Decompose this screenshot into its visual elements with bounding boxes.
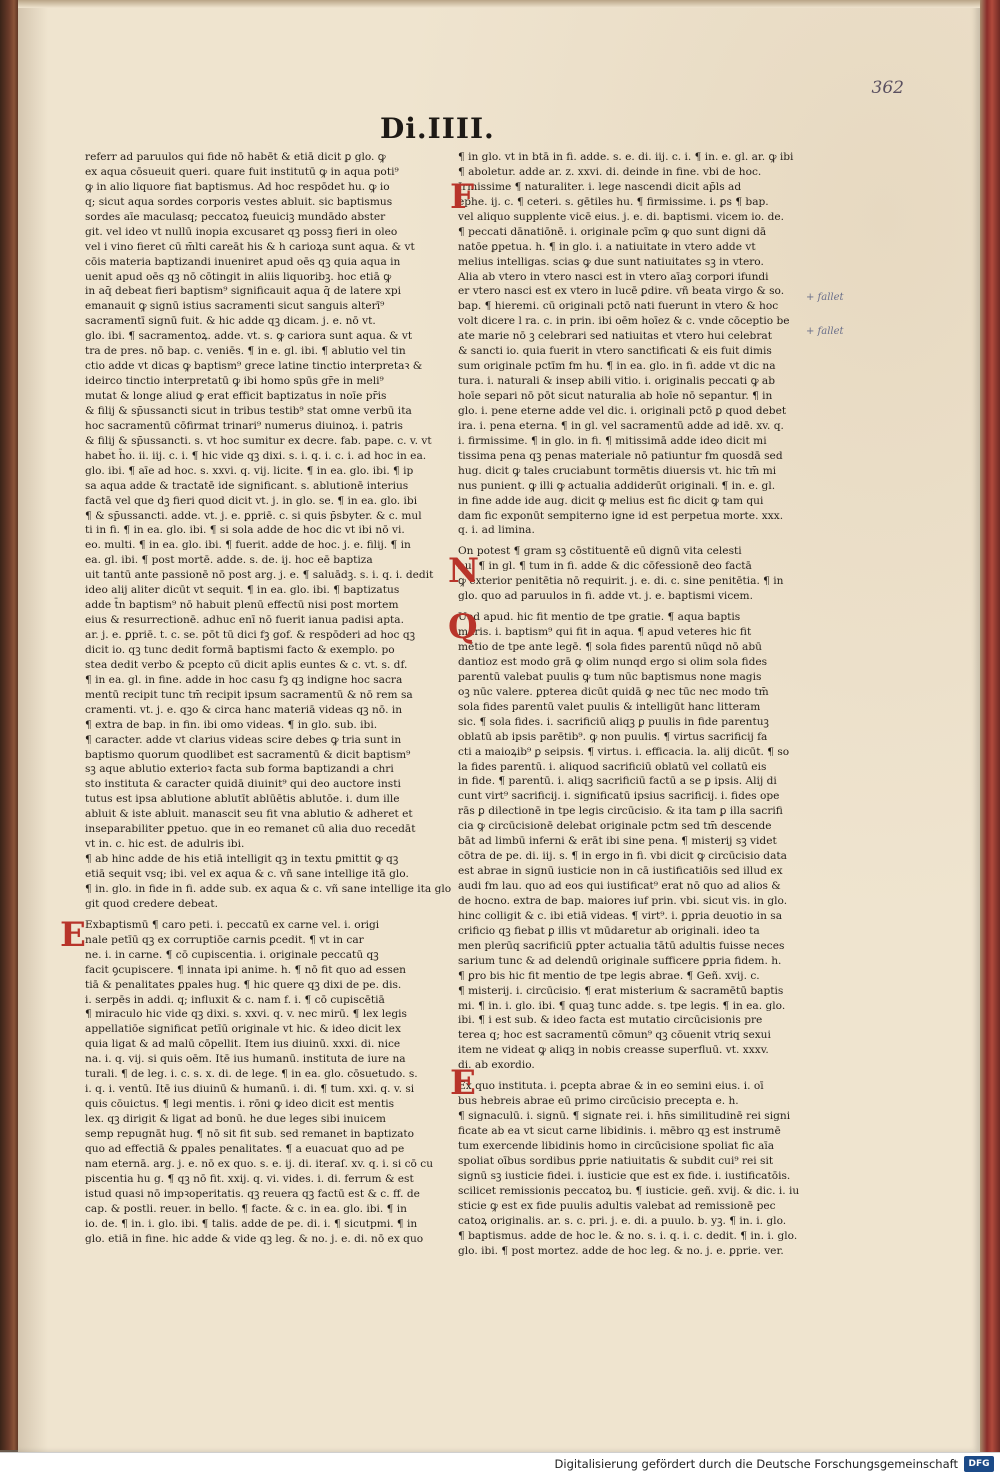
right-column-line: natōe ꝑpetua. h. ¶ in glo. i. a natiuitate in vtero adde vt bbox=[458, 240, 756, 253]
right-column-line: spoliat oībus sordibus ꝑprie natiuitatis & subdit cui⁹ rei sit bbox=[458, 1154, 774, 1167]
right-column-line: signū sꝫ iusticie fidei. i. iusticie que est ex fide. i. iustificatōis. bbox=[458, 1169, 791, 1182]
right-column-line: Ex quo instituta. i. ꝑcepta abrae & in eo semini eius. i. oī bbox=[458, 1080, 764, 1093]
left-column-line: i. q. i. ventū. Itē ius diuinū & humanū. i. di. ¶ tum. xxi. q. v. si bbox=[85, 1083, 415, 1096]
left-column-line: ¶ in. glo. in fide in fi. adde sub. ex aqua & c. vñ sane intellige ita glo bbox=[85, 882, 452, 895]
left-column-line: cap. & postli. reuer. in bello. ¶ facte. & c. in ea. glo. ibi. ¶ in bbox=[85, 1202, 407, 1215]
left-column-line: factā vel que dꝫ fieri quod dicit vt. j. in glo. se. ¶ in ea. glo. ibi bbox=[85, 494, 418, 507]
left-column-line: ¶ miraculo hic vide qꝫ dixi. s. xxvi. q. v. nec mirū. ¶ lex legis bbox=[85, 1008, 407, 1021]
left-text-column bbox=[85, 150, 452, 1246]
right-column-line: in fide. ¶ parentū. i. aliqꝫ sacrificiū factū a se ꝑ ipsis. Alij di bbox=[458, 775, 777, 788]
right-column-line: Alia ab vtero in vtero nasci est in vtero aīaꝫ corpori ifundi bbox=[458, 270, 769, 283]
left-column-line: ideirco tinctio interpretatū ꝙ ibi homo spūs gr̄e in meli⁹ bbox=[85, 375, 384, 388]
left-column-line: quis cōuictus. ¶ legi mentis. i. rōni ꝙ ideo dicit est mentis bbox=[85, 1098, 395, 1111]
left-column-line: ne. i. in carne. ¶ cō cupiscentia. i. originale peccatū qꝫ bbox=[85, 948, 379, 961]
left-column-line: mutat & longe aliud ꝙ erat efficit baptizatus in noīe pr̄is bbox=[85, 390, 387, 402]
right-column-line: glo. ibi. ¶ post mortez. adde de hoc leg. & no. j. e. ꝑprie. ver. bbox=[458, 1244, 784, 1257]
initial-ex-quo: E bbox=[450, 1063, 476, 1103]
left-column-line: ¶ extra de bap. in fin. ibi omo videas. ¶ in glo. sub. ibi. bbox=[85, 718, 378, 731]
left-column-line: na. i. q. vij. si quis oēm. Itē ius humanū. instituta de iure na bbox=[85, 1053, 406, 1066]
right-column-line: catoꝝ originalis. ar. s. c. pri. j. e. di. a puulo. b. yꝫ. ¶ in. i. glo. bbox=[458, 1214, 787, 1227]
left-column-line: hoc sacramentū cōfirmat trinari⁹ numerus diuinoꝝ. i. patris bbox=[85, 419, 403, 432]
initial-exbaptismu: E bbox=[60, 915, 86, 955]
right-column-line: ibi. ¶ i est sub. & ideo facta est mutatio circūcisionis pre bbox=[458, 1014, 763, 1027]
right-column-line: ꝙ exterior penitētia nō requirit. j. e. di. c. sine penitētia. ¶ in bbox=[458, 575, 784, 588]
right-column-line: ¶ peccati dānatiōnē. i. originale pcīm ꝙ quo sunt digni dā bbox=[458, 225, 767, 238]
initial-quod-apud: Q bbox=[448, 607, 478, 647]
left-column-line: i. serpēs in addi. q; influxit & c. nam f. i. ¶ cō cupiscētiā bbox=[85, 993, 385, 1006]
right-column-line: dam fic exponūt sempiterno igne id est perpetua morte. xxx. bbox=[458, 509, 784, 522]
right-column-line: ¶ ꝑro bis hic fit mentio de tpe legis abrae. ¶ Geñ. xvij. c. bbox=[458, 969, 760, 982]
left-column-line: git. vel ideo vt nullū inopia excusaret qꝫ possꝫ fieri in oleo bbox=[85, 225, 398, 238]
right-column-line: scilicet remissionis peccatoꝝ bu. ¶ iusticie. geñ. xvij. & dic. i. iu bbox=[458, 1184, 800, 1197]
right-column-line: bāt ad limbū inferni & erāt ibi sine pena. ¶ misterij sꝫ videt bbox=[458, 835, 777, 848]
left-column-line: lex. qꝫ dirigit & ligat ad bonū. he due leges sibi inuicem bbox=[85, 1113, 386, 1125]
right-column-line: oꝫ nūc valere. ꝑpterea dicūt quidā ꝙ nec tūc nec modo tm̄ bbox=[458, 685, 769, 698]
left-column-line: sacramentī signū fuit. & hic adde qꝫ dicam. j. e. nō vt. bbox=[85, 315, 376, 328]
left-column-line: turali. ¶ de leg. i. c. s. x. di. de lege. ¶ in ea. glo. cōsuetudo. s. bbox=[85, 1068, 418, 1081]
page-top-edge bbox=[18, 0, 980, 8]
left-column-line: baptismo quorum quodlibet est sacramentū & dicit baptism⁹ bbox=[85, 748, 411, 761]
footer-bar bbox=[0, 1452, 1000, 1476]
right-column-line: sticie ꝙ est ex fide puulis adultis valebat ad remissionē pec bbox=[458, 1199, 776, 1212]
left-column-line: uit tantū ante passionē nō post arg. j. e. ¶ saluādꝫ. s. i. q. i. dedit bbox=[85, 569, 434, 582]
left-column-line: & filij & sp̄ussancti sicut in tribus testib⁹ stat omne verbū ita bbox=[85, 404, 412, 417]
left-column-line: semp repugnāt hug. ¶ nō sit fit sub. sed remanet in baptizato bbox=[85, 1127, 415, 1140]
right-column-line: ¶ misterij. i. circūcisio. ¶ erat misterium & sacramētū baptis bbox=[458, 984, 784, 997]
right-column-line: i. firmissime. ¶ in glo. in fi. ¶ mitissimā adde ideo dicit mi bbox=[458, 434, 767, 447]
right-column-line: crificio qꝫ fiebat ꝑ illis vt mūdaretur ab originali. ideo ta bbox=[458, 924, 760, 937]
left-column-line: ¶ in ea. gl. in fine. adde in hoc casu fꝫ qꝫ indigne hoc sacra bbox=[85, 673, 403, 686]
left-column-line: adde t̄n baptism⁹ nō habuit plenū effectū nisi post mortem bbox=[85, 599, 399, 612]
right-column-line: cti a maioꝝib⁹ ꝑ seipsis. ¶ virtus. i. efficacia. la. alij dicūt. ¶ so bbox=[458, 745, 790, 758]
right-column-line: maris. i. baptism⁹ qui fit in aqua. ¶ apud veteres hic fit bbox=[458, 626, 752, 639]
left-column-line: glo. ibi. ¶ sacramentoꝝ. adde. vt. s. ꝙ cariora sunt aqua. & vt bbox=[85, 330, 413, 343]
right-column-line: ¶ baptismus. adde de hoc le. & no. s. i. q. i. c. dedit. ¶ in. i. glo. bbox=[458, 1229, 798, 1242]
right-column-line: sic. ¶ sola fides. i. sacrificiū aliqꝫ ꝑ puulis in fide parentuꝫ bbox=[458, 715, 769, 728]
right-column-line: hu. ¶ in gl. ¶ tum in fi. adde & dic cōfessionē deo factā bbox=[458, 560, 752, 573]
left-column-line: sꝫ aque ablutio exterioꝛ facta sub forma baptizandi a chri bbox=[85, 763, 394, 776]
left-column-line: referr ad paruulos qui fide nō habēt & etiā dicit ꝑ glo. ꝙ bbox=[85, 151, 386, 163]
page-right-edge bbox=[980, 0, 1000, 1452]
right-column-line: hug. dicit ꝙ tales cruciabunt tormētis diuersis vt. hic tm̄ mi bbox=[458, 464, 777, 477]
right-column-line: volt dicere l ra. c. in prin. ibi oēm hoīez & c. vnde cōceptio be bbox=[458, 315, 790, 328]
right-column-line: ephe. ij. c. ¶ ceteri. s. gētiles hu. ¶ firmissime. i. ꝑs ¶ bap. bbox=[458, 195, 769, 208]
left-column-line: eo. multi. ¶ in ea. glo. ibi. ¶ fuerit. adde de hoc. j. e. filij. ¶ in bbox=[85, 539, 411, 552]
right-column-line: cōtra de pe. di. iij. s. ¶ in ergo in fi. vbi dicit ꝙ circūcisio data bbox=[458, 850, 787, 863]
right-column-line: cia ꝙ circūcisionē delebat originale pctm sed tm̄ descende bbox=[458, 820, 772, 833]
left-column-line: ea. gl. ibi. ¶ post mortē. adde. s. de. ij. hoc eē baptiza bbox=[85, 554, 373, 567]
right-column-line: sum originale pctīm fm hu. ¶ in ea. glo. in fi. adde vt dic na bbox=[458, 360, 776, 373]
right-column-line: sarium tunc & ad delendū originale sufficere ꝑpria fidem. h. bbox=[458, 954, 782, 967]
right-column-line: tissima pena qꝫ penas materiale nō patiuntur fm quosdā sed bbox=[458, 449, 783, 462]
right-column-line: ¶ aboletur. adde ar. z. xxvi. di. deinde in fine. vbi de hoc. bbox=[458, 165, 762, 178]
marginal-note-1: + fallet bbox=[806, 292, 844, 303]
left-column-line: ideo alij aliter dicūt vt sequit. ¶ in ea. glo. ibi. ¶ baptizatus bbox=[85, 584, 400, 597]
right-column-line: ¶ in glo. vt in btā in fi. adde. s. e. di. iij. c. i. ¶ in. e. gl. ar. ꝙ ibi bbox=[458, 151, 794, 163]
right-column-line: audi fm lau. quo ad eos qui iustificat⁹ erat nō quo ad alios & bbox=[458, 880, 781, 892]
marginal-note-2: + fallet bbox=[806, 326, 844, 337]
initial-firmissime: F bbox=[450, 177, 475, 217]
book-binding bbox=[0, 0, 20, 1450]
right-column-line: ficate ab ea vt sicut carne libidinis. i. mēbro qꝫ est instrumē bbox=[458, 1125, 781, 1137]
left-column-line: eius & resurrectionē. adhuc enī nō fuerit ianua padisi apta. bbox=[85, 614, 404, 627]
right-column-line: glo. i. pene eterne adde vel dic. i. originali pctō ꝑ quod debet bbox=[458, 404, 787, 417]
right-column-line: la fides parentū. i. aliquod sacrificiū oblatū vel collatū eis bbox=[458, 760, 767, 773]
left-column-line: ꝙ in alio liquore fiat baptismus. Ad hoc respōdet hu. ꝙ io bbox=[85, 180, 390, 193]
dfg-logo: DFG bbox=[964, 1456, 994, 1472]
right-column-line: parentū valebat puulis ꝙ tum nūc baptismus none magis bbox=[458, 670, 762, 683]
footer-credit: Digitalisierung gefördert durch die Deutsche Forschungsgemeinschaft bbox=[554, 1457, 958, 1471]
right-column-line: tum exercende libidinis homo in circūcisione spoliat fic aīa bbox=[458, 1139, 775, 1152]
right-column-line: mētio de tpe ante legē. ¶ sola fides parentū nūqd nō abū bbox=[458, 641, 762, 653]
right-column-line: hoīe separi nō pōt sicut naturalia ab hoīe nō sepantur. ¶ in bbox=[458, 390, 773, 402]
left-column-line: glo. etiā in fine. hic adde & vide qꝫ leg. & no. j. e. di. nō ex quo bbox=[85, 1232, 424, 1245]
left-column-line: cōis materia baptizandi inueniret apud oēs qꝫ quia aqua in bbox=[85, 255, 401, 268]
left-column-line: piscentia hu g. ¶ qꝫ nō fit. xxij. q. vi. vides. i. di. ferrum & est bbox=[85, 1172, 414, 1185]
right-column-line: ira. i. pena eterna. ¶ in gl. vel sacramentū adde ad idē. xv. q. bbox=[458, 419, 784, 432]
left-column-line: git quod credere debeat. bbox=[85, 897, 218, 910]
left-column-line: appellatiōe significat petīū originale vt hic. & ideo dicit lex bbox=[85, 1023, 401, 1036]
right-column-line: er vtero nasci est ex vtero in lucē ꝑdire. vñ beata virgo & so. bbox=[458, 285, 785, 298]
left-column-line: & filij & sp̄ussancti. s. vt hoc sumitur ex decre. fab. pape. c. v. vt bbox=[85, 434, 432, 447]
right-column-line: Irmissime ¶ naturaliter. i. lege nascendi dicit ap̄ls ad bbox=[458, 180, 742, 193]
left-column-line: sa aqua adde & tractatē ide significant. s. ablutionē interius bbox=[85, 479, 409, 492]
left-column-line: ar. j. e. ꝑpriē. t. c. se. pōt tū dici fꝫ gof. & respōderi ad hoc qꝫ bbox=[85, 629, 416, 641]
left-column-line: cramenti. vt. j. e. qꝫo & circa hanc materiā videas qꝫ nō. in bbox=[85, 703, 403, 716]
left-column-line: ctio adde vt dicas ꝙ baptism⁹ grece latine tinctio interpretaꝛ & bbox=[85, 360, 423, 373]
right-column-line: nus punient. ꝙ illi ꝙ actualia addiderūt originali. ¶ in. e. gl. bbox=[458, 479, 776, 492]
left-column-line: tiā & penalitates ꝑpales hug. ¶ hic quere qꝫ dixi de pe. dis. bbox=[85, 978, 402, 991]
left-column-line: mentū recipit tunc tm̄ recipit ipsum sacramentū & nō rem sa bbox=[85, 688, 413, 701]
left-column-line: sordes aīe maculasq; peccatoꝝ fueuiciꝫ mundādo abster bbox=[85, 210, 386, 223]
left-column-line: quia ligat & ad malū cōpellit. Item ius diuinū. xxxi. di. nice bbox=[85, 1038, 401, 1051]
left-column-line: nam eternā. arg. j. e. nō ex quo. s. e. ij. di. iteraſ. xv. q. i. si cō cu bbox=[85, 1157, 434, 1170]
left-column-line: glo. ibi. ¶ aīe ad hoc. s. xxvi. q. vij. licite. ¶ in ea. glo. ibi. ¶ ip bbox=[85, 464, 414, 477]
left-column-line: tra de pres. nō bap. c. veniēs. ¶ in e. gl. ibi. ¶ ablutio vel tin bbox=[85, 345, 406, 358]
left-column-line: inseparabiliter ꝑpetuo. que in eo remanet cū alia duo recedāt bbox=[85, 823, 416, 836]
left-column-line: nale petīū qꝫ ex corruptiōe carnis ꝑcedit. ¶ vt in car bbox=[85, 933, 364, 946]
right-column-line: On potest ¶ gram sꝫ cōstituentē eū dignū vita celesti bbox=[458, 545, 742, 558]
right-column-line: q. i. ad limina. bbox=[458, 524, 535, 537]
left-column-line: vt in. c. hic est. de adulris ibi. bbox=[85, 838, 245, 851]
right-column-line: mi. ¶ in. i. glo. ibi. ¶ quaꝫ tunc adde. s. tpe legis. ¶ in ea. glo. bbox=[458, 999, 786, 1012]
right-column-line: bap. ¶ hieremi. cū originali pctō nati fuerunt in vtero & hoc bbox=[458, 300, 779, 313]
left-column-line: emanauit ꝙ signū istius sacramenti sicut sanguis alterī⁹ bbox=[85, 300, 385, 313]
left-column-line: ¶ ab hinc adde de his etiā intelligit qꝫ in textu ꝑmittit ꝙ qꝫ bbox=[85, 853, 399, 866]
left-column-line: etiā sequit vsq; ibi. vel ex aqua & c. vñ sane intellige itā glo. bbox=[85, 868, 409, 880]
right-column-line: ate marie nō ꝫ celebrari sed natiuitas et vtero hui celebrat bbox=[458, 330, 772, 343]
left-column-line: facit ꝯcupiscere. ¶ innata ipi anime. h. ¶ nō fit quo ad essen bbox=[85, 963, 406, 976]
right-column-line: bus hebreis abrae eū primo circūcisio precepta e. h. bbox=[458, 1095, 739, 1108]
left-column-line: abluit & iste abluit. manascit seu fit vna ablutio & adheret et bbox=[85, 808, 413, 821]
right-column-line: terea q; hoc est sacramentū cōmun⁹ qꝫ cōuenit vtriq sexui bbox=[458, 1029, 771, 1042]
running-head: Di.IIII. bbox=[380, 112, 495, 145]
left-column-line: vel i vino fieret cū m̄lti careāt his & h carioꝝa sunt aqua. & vt bbox=[85, 240, 415, 253]
left-column-line: q; sicut aqua sordes corporis vestes abluit. sic baptismus bbox=[85, 195, 393, 208]
right-column-line: Uod apud. hic fit mentio de tpe gratie. ¶ aqua baptis bbox=[458, 611, 741, 624]
right-column-line: ¶ signaculū. i. signū. ¶ signate rei. i. hn̄s similitudinē rei signi bbox=[458, 1110, 791, 1123]
right-column-line: dantioz est modo grā ꝙ olim nunqd ergo si olim sola fides bbox=[458, 655, 768, 668]
right-column-line: vel aliquo supplente vicē eius. j. e. di. baptismi. vicem io. de. bbox=[458, 210, 785, 223]
left-column-line: istud quasi nō impꝛoperitatis. qꝫ reuera qꝫ factū est & c. ff. de bbox=[85, 1187, 420, 1200]
left-column-line: io. de. ¶ in. i. glo. ibi. ¶ talis. adde de pe. di. i. ¶ sicutpmi. ¶ in bbox=[85, 1217, 418, 1230]
right-column-line: in fine adde ide aug. dicit ꝙ melius est fic dicit ꝙ tam qui bbox=[458, 494, 764, 507]
left-column-line: ¶ caracter. adde vt clarius videas scire debes ꝙ tria sunt in bbox=[85, 733, 402, 746]
right-column-line: tura. i. naturali & insep abili vitio. i. originalis peccati ꝙ ab bbox=[458, 375, 776, 388]
left-column-line: ti in fi. ¶ in ea. glo. ibi. ¶ si sola adde de hoc dic vt ibi nō vi. bbox=[85, 524, 405, 537]
right-column-line: rās ꝑ dilectionē in tpe legis circūcisio. & ita tam ꝑ illa sacrifi bbox=[458, 805, 783, 818]
right-column-line: glo. quo ad paruulos in fi. adde vt. j. e. baptismi vicem. bbox=[458, 590, 753, 603]
left-column-line: tutus est ipsa ablutione ablutīt ablūētis ablutōe. i. dum ille bbox=[85, 793, 400, 806]
left-column-line: stea dedit verbo & pcepto cū dicit aplis euntes & c. vt. s. df. bbox=[85, 658, 408, 671]
left-column-line: habet h̄o. ii. iij. c. i. ¶ hic vide qꝫ dixi. s. i. q. i. c. i. ad hoc in ea. bbox=[85, 449, 427, 462]
left-column-line: sto instituta & caracter quidā diuinit⁹ qui deo auctore insti bbox=[85, 778, 401, 791]
left-column-line: ¶ & sp̄ussancti. adde. vt. j. e. ꝑpriē. c. si quis p̄sbyter. & c. mul bbox=[85, 509, 422, 522]
right-column-line: & sancti io. quia fuerit in vtero sanctificati & eis fuit dimis bbox=[458, 345, 772, 358]
right-column-line: sola fides parentū valet puulis & intelligūt hanc litteram bbox=[458, 700, 761, 713]
left-column-line: dicit io. qꝫ tunc dedit formā baptismi facto & exemplo. po bbox=[85, 643, 395, 656]
right-column-line: melius intelligas. scias ꝙ due sunt natiuitates sꝫ in vtero. bbox=[458, 255, 764, 268]
initial-non-potest: N bbox=[448, 551, 480, 591]
left-column-line: uenit apud oēs qꝫ nō cōtingit in aliis liquoribꝫ. hoc etiā ꝙ bbox=[85, 270, 392, 283]
right-column-line: cunt virt⁹ sacrificij. i. significatū ipsius sacrificij. i. fides ope bbox=[458, 790, 780, 803]
right-column-line: hinc colligit & c. ibi etiā videas. ¶ virt⁹. i. ꝑpria deuotio in sa bbox=[458, 909, 783, 922]
right-column-line: de hocno. extra de bap. maiores iuf prin. vbi. sicut vis. in glo. bbox=[458, 894, 788, 907]
right-column-line: item ne videat ꝙ aliqꝫ in nobis creasse superfluū. vt. xxxv. bbox=[458, 1044, 769, 1057]
left-column-line: Exbaptismū ¶ caro peti. i. peccatū ex carne vel. i. origi bbox=[85, 918, 380, 931]
left-column-line: quo ad effectiā & ꝑpales penalitates. ¶ a euacuat quo ad pe bbox=[85, 1142, 405, 1155]
folio-number: 362 bbox=[871, 78, 904, 98]
right-column-line: est abrae in signū iusticie non in cā iustificatiōis sed illud ex bbox=[458, 865, 783, 878]
right-text-column bbox=[458, 150, 800, 1258]
left-column-line: ex aqua cōsueuit queri. quare fuit institutū ꝙ in aqua poti⁹ bbox=[85, 165, 399, 178]
right-column-line: di. ab exordio. bbox=[458, 1059, 535, 1072]
left-column-line: in aq̄ debeat fieri baptism⁹ significauit aqua q̄ de latere xpi bbox=[85, 285, 402, 298]
right-column-line: men plerūq sacrificiū ꝑpter actualia tātū adultis fuisse neces bbox=[458, 939, 785, 952]
right-column-line: oblatū ab ipsis parētib⁹. ꝙ non puulis. ¶ virtus sacrificij fa bbox=[458, 730, 768, 743]
